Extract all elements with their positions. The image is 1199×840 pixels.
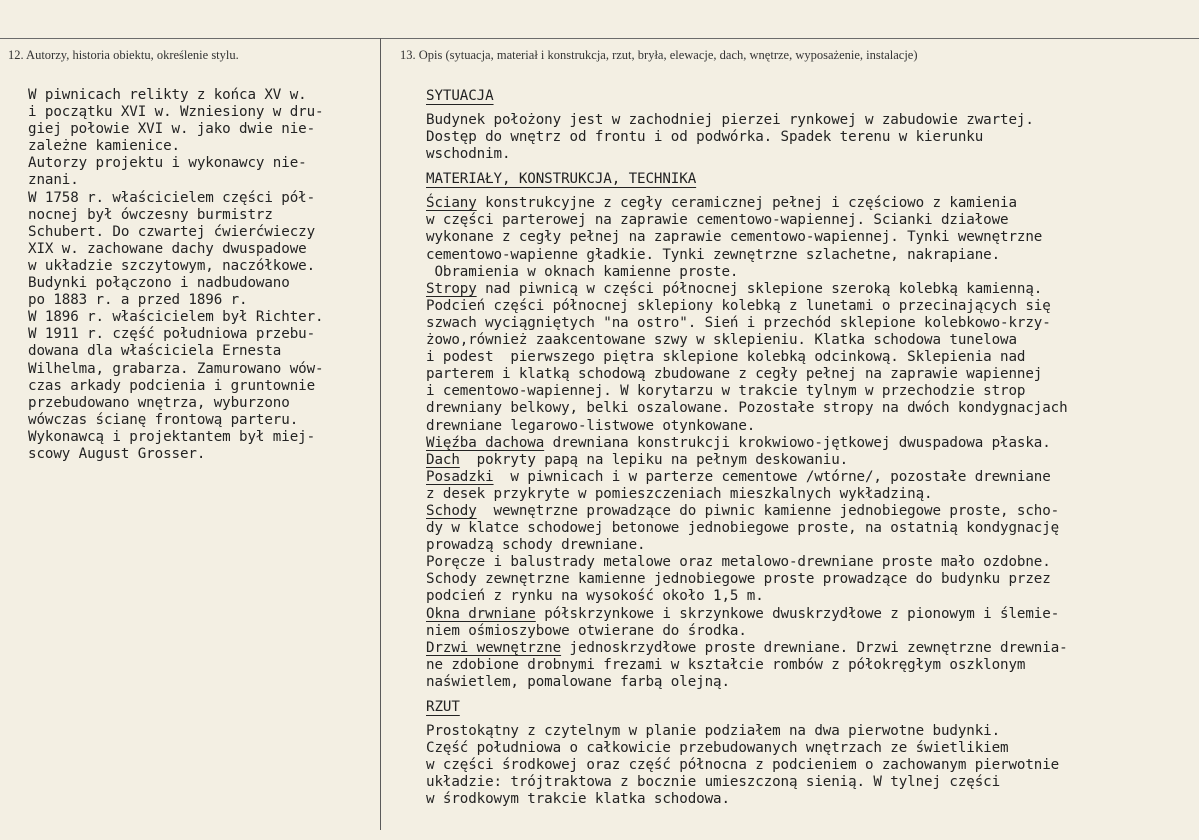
description-line [426,503,1196,520]
history-line: giej połowie XVI w. jako dwie nie- [28,121,316,138]
line-text: jednoskrzydłowe proste drewniane. Drzwi zewnętrzne drewnia- [561,639,1068,656]
line-text: konstrukcyjne z cegły ceramicznej pełnej i częściowo z kamienia [476,195,1017,212]
element-term: Stropy [426,280,477,297]
description-line [426,315,1196,332]
line-text: i cementowo-wapiennej. W korytarzu w trakcie tylnym w przechodzie strop [426,383,1026,400]
description-line [426,332,1196,349]
line-text: żowo,również zaakcentowane szwy w sklepieniu. Klatka schodowa tunelowa [426,332,1017,349]
right-column-header: 13. Opis (sytuacja, materiał i konstrukcja, rzut, bryła, elewacje, dach, wnętrze, wyposażenie, instalacje) [400,48,918,62]
line-text: podcień z rynku na wysokość około 1,5 m. [426,588,764,605]
description-line [426,247,1196,264]
line-text: wschodnim. [426,146,511,163]
history-line: W 1911 r. część południowa przebu- [28,326,316,343]
line-text: w piwnicach i w parterze cementowe /wtórne/, pozostałe drewniane [493,468,1051,485]
history-line: znani. [28,172,79,189]
description-line [426,281,1196,298]
history-line: zależne kamienice. [28,138,180,155]
description-line [426,469,1196,486]
element-term: Drzwi wewnętrzne [426,639,562,656]
line-text: pokryty papą na lepiku na pełnym deskowaniu. [459,451,849,468]
line-text: z desek przykryte w pomieszczeniach mieszkalnych wykładziną. [426,485,933,502]
line-text: dy w klatce schodowej betonowe jednobiegowe proste, na ostatnią kondygnację [426,520,1060,537]
description-line [426,400,1196,417]
description-line [426,212,1196,229]
line-text: wewnętrzne prowadzące do piwnic kamienne jednobiegowe proste, scho- [476,502,1060,519]
line-text: cementowo-wapienne gładkie. Tynki zewnętrzne szlachetne, nakrapiane. [426,246,1001,263]
description-line [426,774,1196,791]
description-text [426,86,1196,814]
description-line [426,146,1196,163]
history-line: przebudowano wnętrza, wyburzono [28,394,290,411]
description-line [426,486,1196,503]
line-text: w środkowym trakcie klatka schodowa. [426,791,730,808]
description-line [426,435,1196,452]
header-rule [0,38,1199,39]
line-text: układzie: trójtraktowa z bocznie umieszczoną sienią. W tylnej części [426,774,1001,791]
history-line: scowy August Grosser. [28,445,206,462]
line-text: naświetlem, pomalowane farbą olejną. [426,673,730,690]
line-text: drewniany belkowy, belki oszalowane. Pozostałe stropy na dwóch kondygnacjach [426,400,1068,417]
line-text: niem ośmioszybowe otwierane do środka. [426,622,747,639]
section-heading [426,697,1196,717]
description-line [426,740,1196,757]
element-term: Posadzki [426,468,494,485]
history-line: Budynki połączono i nadbudowano [28,275,290,292]
description-line [426,723,1196,740]
left-column-header: 12. Autorzy, historia obiektu, określenie stylu. [8,48,239,62]
line-text: w części środkowej oraz część północna z podcieniem o zachowanym pierwotnie [426,757,1060,774]
element-term: Schody [426,502,477,519]
line-text: prowadzą schody drewniane. [426,537,646,554]
description-line [426,537,1196,554]
history-line: wówczas ścianę frontową parteru. [28,411,299,428]
description-line [426,418,1196,435]
section-heading [426,169,1196,189]
description-line [426,349,1196,366]
description-line [426,640,1196,657]
history-line: czas arkady podcienia i gruntownie [28,377,316,394]
history-line: W piwnicach relikty z końca XV w. [28,87,307,103]
line-text: Schody zewnętrzne kamienne jednobiegowe proste prowadzące do budynku przez [426,571,1051,588]
line-text: Część południowa o całkowicie przebudowanych wnętrzach ze świetlikiem [426,740,1009,757]
line-text: drewniane legarowo-listwowe otynkowane. [426,417,756,434]
description-line [426,112,1196,129]
description-line [426,554,1196,571]
line-text: ne zdobione drobnymi frezami w kształcie rombów z półokręgłym oszklonym [426,656,1026,673]
history-line: w układzie szczytowym, naczółkowe. [28,257,316,274]
description-line [426,298,1196,315]
description-line [426,195,1196,212]
line-text: wykonane z cegły pełnej na zaprawie cementowo-wapiennej. Tynki wewnętrzne [426,229,1043,246]
description-line [426,606,1196,623]
line-text: nad piwnicą w części północnej sklepione szeroką kolebką kamienną. [476,280,1043,297]
line-text: parterem i klatką schodową zbudowane z cegły pełnej na zaprawie wapiennej [426,366,1043,383]
line-text: i podest pierwszego piętra sklepione kolebką odcinkową. Sklepienia nad [426,349,1026,366]
description-line [426,129,1196,146]
history-line: XIX w. zachowane dachy dwuspadowe [28,240,307,257]
line-text: Budynek położony jest w zachodniej pierzei rynkowej w zabudowie zwartej. [426,112,1034,128]
line-text: Poręcze i balustrady metalowe oraz metalowo-drewniane proste mało ozdobne. [426,554,1051,571]
line-text: w części parterowej na zaprawie cementowo-wapiennej. Scianki działowe [426,212,1009,229]
line-text: Dostęp do wnętrz od frontu i od podwórka. Spadek terenu w kierunku [426,129,984,146]
element-term: Więźba dachowa [426,434,545,451]
description-line [426,657,1196,674]
section-heading [426,86,1196,106]
description-line [426,757,1196,774]
description-line [426,791,1196,808]
line-text: szwach wyciągniętych "na ostro". Sień i przechód sklepione kolebkowo-krzy- [426,314,1051,331]
description-line [426,366,1196,383]
description-line [426,264,1196,281]
history-line: i początku XVI w. Wzniesiony w dru- [28,104,324,121]
description-line [426,571,1196,588]
section-heading-text: RZUT [426,699,460,715]
section-heading-text: SYTUACJA [426,88,494,104]
history-line: W 1758 r. właścicielem części pół- [28,189,316,206]
history-text [28,87,378,463]
line-text: Obramienia w oknach kamienne proste. [426,263,739,280]
description-line [426,383,1196,400]
description-line [426,229,1196,246]
description-line [426,452,1196,469]
description-line [426,674,1196,691]
description-line [426,623,1196,640]
history-line: po 1883 r. a przed 1896 r. [28,292,248,309]
history-line: W 1896 r. właścicielem był Richter. [28,309,324,326]
history-line: Wykonawcą i projektantem był miej- [28,428,316,445]
element-term: Dach [426,451,460,468]
section-heading-text: MATERIAŁY, KONSTRUKCJA, TECHNIKA [426,171,697,188]
line-text: drewniana konstrukcji krokwiowo-jętkowej dwuspadowa płaska. [544,434,1051,451]
history-line: Autorzy projektu i wykonawcy nie- [28,155,307,172]
history-line: Schubert. Do czwartej ćwierćwieczy [28,223,316,240]
element-term: Okna drwniane [426,605,536,622]
element-term: Ściany [426,195,477,212]
column-divider [380,38,381,830]
line-text: Podcień części północnej sklepiony kolebką z lunetami o przecinających się [426,297,1051,314]
history-line: nocnej był ówczesny burmistrz [28,206,273,223]
history-line: Wilhelma, grabarza. Zamurowano wów- [28,360,324,377]
line-text: półskrzynkowe i skrzynkowe dwuskrzydłowe z pionowym i ślemie- [535,605,1060,622]
description-line [426,588,1196,605]
description-line [426,520,1196,537]
line-text: Prostokątny z czytelnym w planie podziałem na dwa pierwotne budynki. [426,723,1001,739]
history-line: dowana dla właściciela Ernesta [28,343,282,360]
